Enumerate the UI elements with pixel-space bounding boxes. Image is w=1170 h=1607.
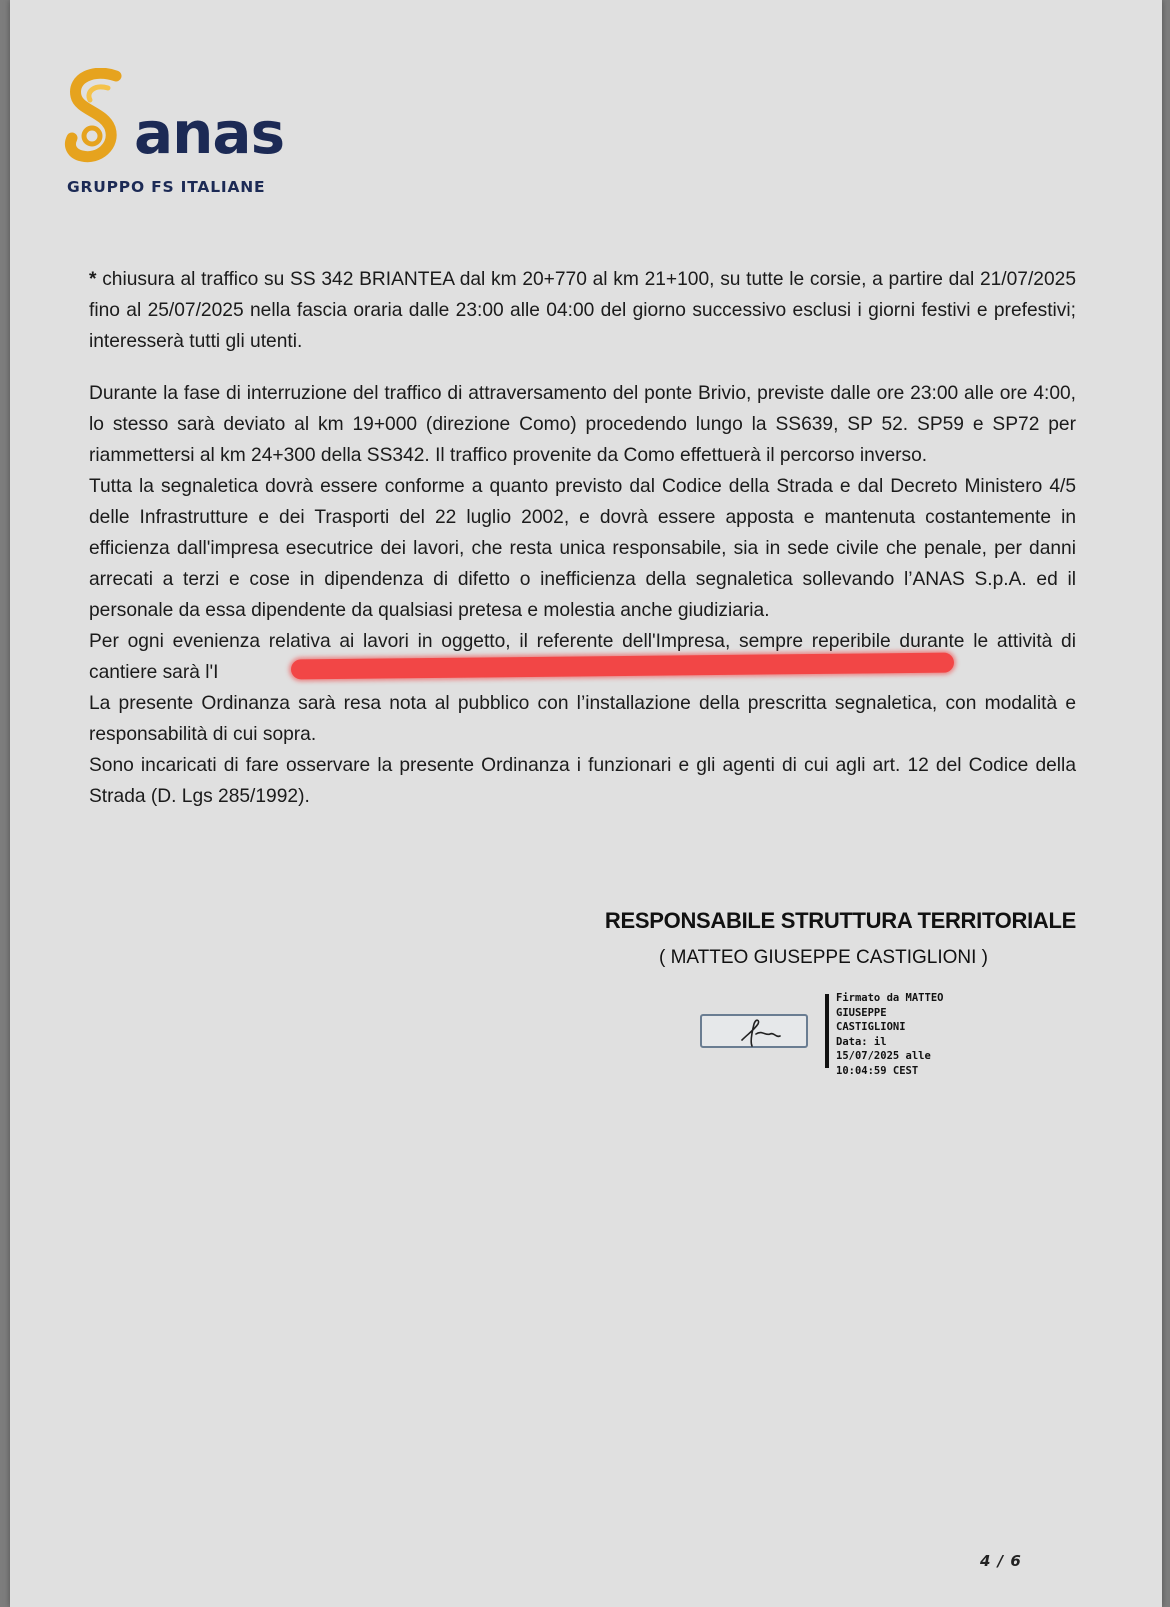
signature-stamp: Firmato da MATTEO GIUSEPPE CASTIGLIONI Data: il 15/07/2025 alle 10:04:59 CEST — [836, 992, 944, 1077]
paragraph-signage: Tutta la segnaletica dovrà essere conforme a quanto previsto dal Codice della Strada e dal Decreto Ministero 4/5 delle Infrastrutture e dei Trasporti del 22 luglio 2002, e dovrà essere apposta e mantenuta costantemente in efficienza dall'impresa esecutrice dei lavori, che resta unica responsabile, sia in sede civile che penale, per danni arrecati a terzi e cose in dipendenza di difetto o inefficienza della segnaletica sollevando l’ANAS S.p.A. ed il personale da essa dipendente da qualsiasi pretesa e molestia anche giudiziaria. — [89, 476, 1076, 621]
bullet-asterisk: * — [89, 269, 97, 290]
signature-stamp-bar — [825, 994, 829, 1068]
paragraph-closure: * chiusura al traffico su SS 342 BRIANTEA dal km 20+770 al km 21+100, su tutte le corsie, a partire dal 21/07/2025 fino al 25/07/2025 nella fascia oraria dalle 23:00 alle 04:00 del giorno successivo esclusi i giorni festivi e prefestivi; interesserà tutti gli utenti. — [89, 269, 1076, 352]
handwritten-signature-icon — [702, 1004, 806, 1050]
anas-s-mark-icon — [64, 68, 128, 168]
paragraph-enforcement: Sono incaricati di fare osservare la presente Ordinanza i funzionari e gli agenti di cui agli art. 12 del Codice della Strada (D. Lgs 285/1992). — [89, 755, 1076, 807]
logo-subtitle: GRUPPO FS ITALIANE — [67, 178, 266, 196]
paragraph-publication: La presente Ordinanza sarà resa nota al pubblico con l’installazione della prescritta segnaletica, con modalità e responsabilità di cui sopra. — [89, 693, 1076, 745]
page-number: 4 / 6 — [980, 1552, 1022, 1570]
document-page — [10, 0, 1162, 1607]
signatory-title: RESPONSABILE STRUTTURA TERRITORIALE — [604, 908, 1076, 933]
paragraph-detour: Durante la fase di interruzione del traffico di attraversamento del ponte Brivio, previste dalle ore 23:00 alle ore 4:00, lo stesso sarà deviato al km 19+000 (direzione Como) procedendo lungo la SS639, SP 52. SP59 e SP72 per riammettersi al km 24+300 della SS342. Il traffico provenite da Como effettuerà il percorso inverso. — [89, 383, 1076, 466]
anas-logo — [64, 68, 294, 198]
paragraph-contact: Per ogni evenienza relativa ai lavori in oggetto, il referente dell'Impresa, sempre reperibile durante le attività di cantiere sarà l'I — [89, 631, 1076, 683]
logo-wordmark: anas — [134, 99, 285, 167]
ordinance-body — [89, 264, 1076, 812]
digital-signature-box — [700, 1014, 808, 1048]
signatory-name: ( MATTEO GIUSEPPE CASTIGLIONI ) — [658, 947, 988, 968]
